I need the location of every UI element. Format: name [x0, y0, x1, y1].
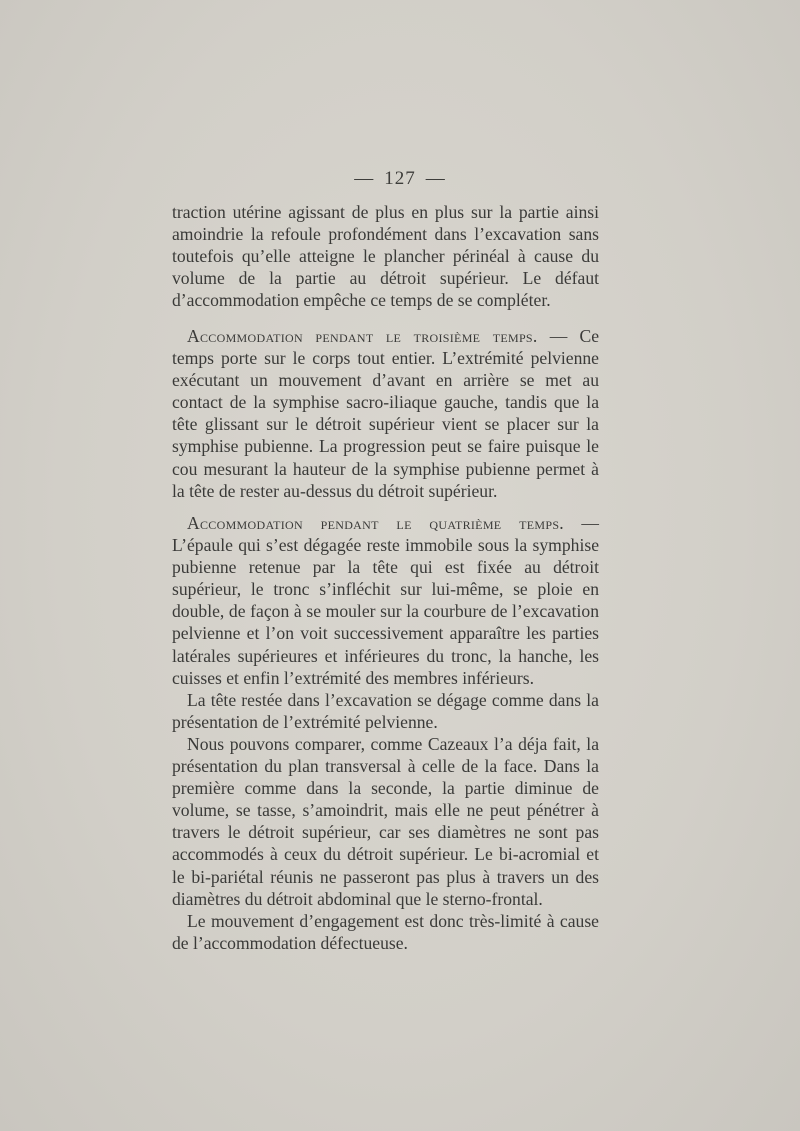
paragraph-head-disengage: La tête restée dans l’excavation se dégage comme dans la présentation de l’extrémité pelvienne. [172, 689, 599, 732]
paragraph-body-third-stage: Ce temps porte sur le corps tout entier. L’extrémité pelvienne exécutant un mouvement d’avant en arrière se met au contact de la symphise sacro-iliaque gauche, tandis que la tête glissant sur le détroit supérieur vient se placer sur la symphise pubienne. La progression peut se faire puisque le cou mesurant la hauteur de la symphise pubienne permet à la tête de rester au-dessus du détroit supérieur. [172, 326, 600, 501]
paragraph-continuation: traction utérine agissant de plus en plus sur la partie ainsi amoindrie la refoule profondément dans l’excavation sans toutefois qu’elle atteigne le plancher périnéal à cause du volume de la partie au détroit supérieur. Le défaut d’accommodation empêche ce temps de se compléter. [172, 202, 599, 311]
section-heading-fourth-stage: Accommodation pendant le quatrième temps. [187, 513, 564, 533]
heading-dash: — [537, 326, 580, 346]
dash-right: — [425, 168, 446, 189]
paragraph-comparison: Nous pouvons comparer, comme Cazeaux l’a déja fait, la présentation du plan transversal à celle de la face. Dans la première comme dans la seconde, la partie diminue de volume, se tasse, s’amoindrit, mais elle ne peut pénétrer à travers le détroit supérieur, car ses diamètres ne sont pas accommodés à ceux du détroit supérieur. Le bi-acromial et le bi-pariétal réunis ne passeront pas plus à travers un des diamètres du détroit abdominal que le sterno-frontal. [172, 733, 599, 909]
page-number-line [0, 168, 800, 190]
section-heading-third-stage: Accommodation pendant le troisième temps. [187, 326, 538, 346]
paragraph-body-fourth-stage: L’épaule qui s’est dégagée reste immobile sous la symphise pubienne retenue par la tête qui est fixée au détroit supérieur, le tronc s’infléchit sur lui-même, se ploie en double, de façon à se mouler sur la courbure de l’excavation pelvienne et l’on voit successivement apparaître les parties latérales supérieures et inférieures du tronc, la hanche, les cuisses et enfin l’extrémité des membres inférieurs. [172, 535, 599, 688]
page-number: 127 [384, 168, 416, 189]
paragraph-block-1 [172, 201, 599, 311]
paragraph-fourth-stage [172, 512, 599, 689]
paragraph-engagement: Le mouvement d’engagement est donc très-limité à cause de l’accommodation défectueuse. [172, 910, 599, 953]
dash-left: — [354, 168, 375, 189]
heading-dash: — [564, 513, 599, 533]
paragraph-block-2 [172, 325, 599, 502]
paragraph-third-stage [172, 325, 599, 502]
paragraph-block-3 [172, 512, 599, 954]
